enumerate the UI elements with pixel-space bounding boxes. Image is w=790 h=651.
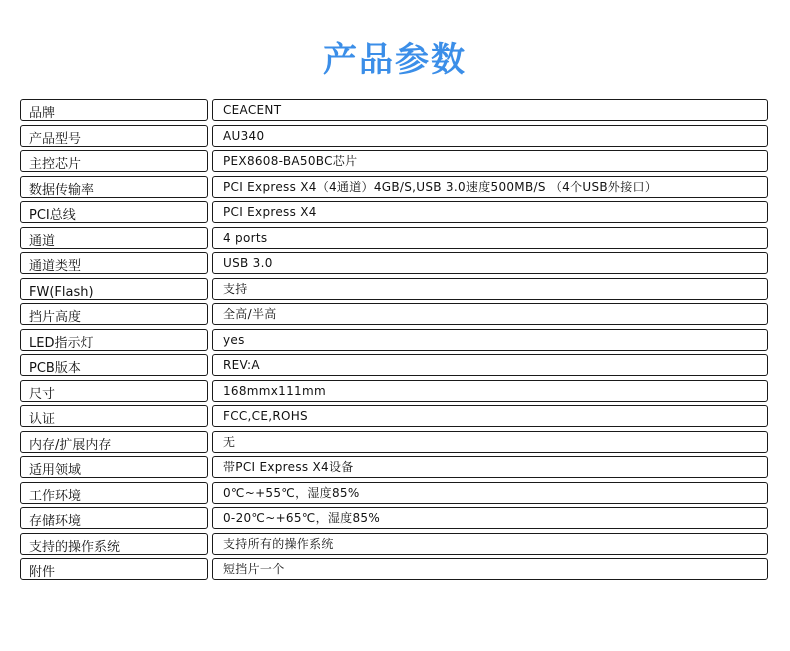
spec-table [20,99,768,584]
spec-value: 168mmx111mm [212,380,768,402]
spec-label: 内存/扩展内存 [20,431,208,453]
spec-row-bracket-height [20,303,768,329]
spec-value: PCI Express X4（4通道）4GB/S,USB 3.0速度500MB/S （4个USB外接口） [212,176,768,198]
spec-row-certification [20,405,768,431]
spec-label: 通道 [20,227,208,249]
spec-row-brand [20,99,768,125]
spec-value: 0℃~+55℃，湿度85% [212,482,768,504]
spec-row-transfer-rate [20,176,768,202]
spec-label: 存储环境 [20,507,208,529]
spec-row-firmware [20,278,768,304]
spec-row-model [20,125,768,151]
spec-row-pci-bus [20,201,768,227]
spec-label: 数据传输率 [20,176,208,198]
spec-row-storage-environment [20,507,768,533]
spec-label: PCB版本 [20,354,208,376]
spec-label: 工作环境 [20,482,208,504]
spec-value: 短挡片一个 [212,558,768,580]
spec-label: 尺寸 [20,380,208,402]
spec-label: FW(Flash) [20,278,208,300]
spec-value: 无 [212,431,768,453]
spec-row-controller-chip [20,150,768,176]
spec-value: 支持 [212,278,768,300]
spec-label: 主控芯片 [20,150,208,172]
spec-row-accessories [20,558,768,584]
spec-label: 产品型号 [20,125,208,147]
spec-value: CEACENT [212,99,768,121]
spec-value: 0-20℃~+65℃，湿度85% [212,507,768,529]
spec-value: USB 3.0 [212,252,768,274]
spec-row-memory [20,431,768,457]
spec-value: PCI Express X4 [212,201,768,223]
spec-value: REV:A [212,354,768,376]
spec-label: 认证 [20,405,208,427]
spec-label: LED指示灯 [20,329,208,351]
spec-value: yes [212,329,768,351]
spec-value: FCC,CE,ROHS [212,405,768,427]
spec-row-supported-os [20,533,768,559]
spec-row-led [20,329,768,355]
spec-row-dimensions [20,380,768,406]
spec-value: PEX8608-BA50BC芯片 [212,150,768,172]
spec-row-channels [20,227,768,253]
spec-label: 品牌 [20,99,208,121]
spec-value: 全高/半高 [212,303,768,325]
spec-label: 支持的操作系统 [20,533,208,555]
spec-value: 支持所有的操作系统 [212,533,768,555]
spec-label: 附件 [20,558,208,580]
page-title: 产品参数 [323,40,467,80]
spec-row-pcb-version [20,354,768,380]
spec-row-operating-environment [20,482,768,508]
spec-label: 挡片高度 [20,303,208,325]
spec-row-applications [20,456,768,482]
spec-label: PCI总线 [20,201,208,223]
spec-row-channel-type [20,252,768,278]
spec-value: AU340 [212,125,768,147]
spec-label: 适用领域 [20,456,208,478]
spec-label: 通道类型 [20,252,208,274]
spec-value: 4 ports [212,227,768,249]
spec-value: 带PCI Express X4设备 [212,456,768,478]
